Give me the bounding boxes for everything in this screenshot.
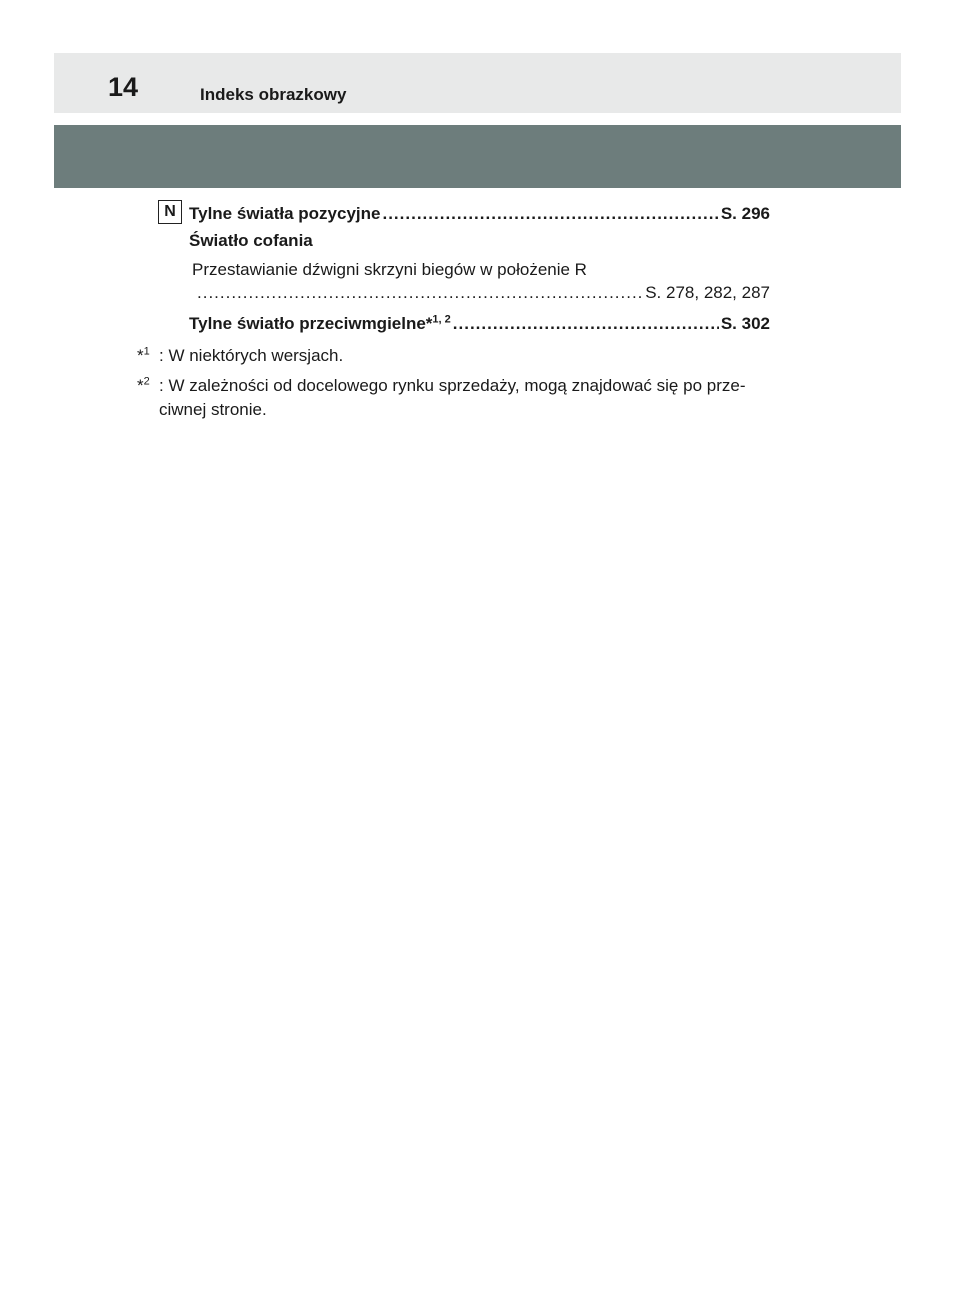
section-title: Indeks obrazkowy bbox=[200, 85, 347, 104]
sub-entry-label: Przestawianie dźwigni skrzyni biegów w położenie R bbox=[192, 260, 587, 279]
entry-label: Tylne światła pozycyjne bbox=[189, 204, 381, 223]
footnote-star: * bbox=[137, 346, 144, 365]
illustration-bar bbox=[54, 125, 901, 188]
footnote-number: 1 bbox=[143, 345, 150, 358]
footnote bbox=[137, 374, 787, 422]
footnote-text: : W zależności od docelowego rynku sprzedaży, mogą znajdować się po prze-ciwnej stronie. bbox=[159, 376, 746, 419]
entry-label-text: Tylne światło przeciwmgielne* bbox=[189, 314, 433, 333]
entry-label bbox=[189, 314, 451, 334]
entry-page: S. 302 bbox=[720, 314, 770, 333]
footnote-star: * bbox=[137, 376, 144, 395]
leader-dots bbox=[382, 204, 718, 224]
entry-page: S. 296 bbox=[720, 204, 770, 223]
index-entry bbox=[189, 314, 770, 334]
footnote-ref: 1, 2 bbox=[432, 313, 451, 326]
header-band bbox=[54, 53, 901, 113]
leader-dots bbox=[197, 283, 643, 303]
footnote-text: : W niektórych wersjach. bbox=[159, 346, 344, 365]
footnote-number: 2 bbox=[143, 375, 150, 388]
sub-entry-leader bbox=[197, 283, 770, 303]
section-marker: N bbox=[158, 200, 182, 224]
index-entry-heading: Światło cofania bbox=[189, 231, 313, 250]
index-entry bbox=[189, 204, 770, 224]
leader-dots bbox=[453, 314, 719, 334]
entry-page: S. 278, 282, 287 bbox=[645, 283, 770, 302]
footnote bbox=[137, 344, 787, 368]
page-number: 14 bbox=[108, 72, 139, 102]
